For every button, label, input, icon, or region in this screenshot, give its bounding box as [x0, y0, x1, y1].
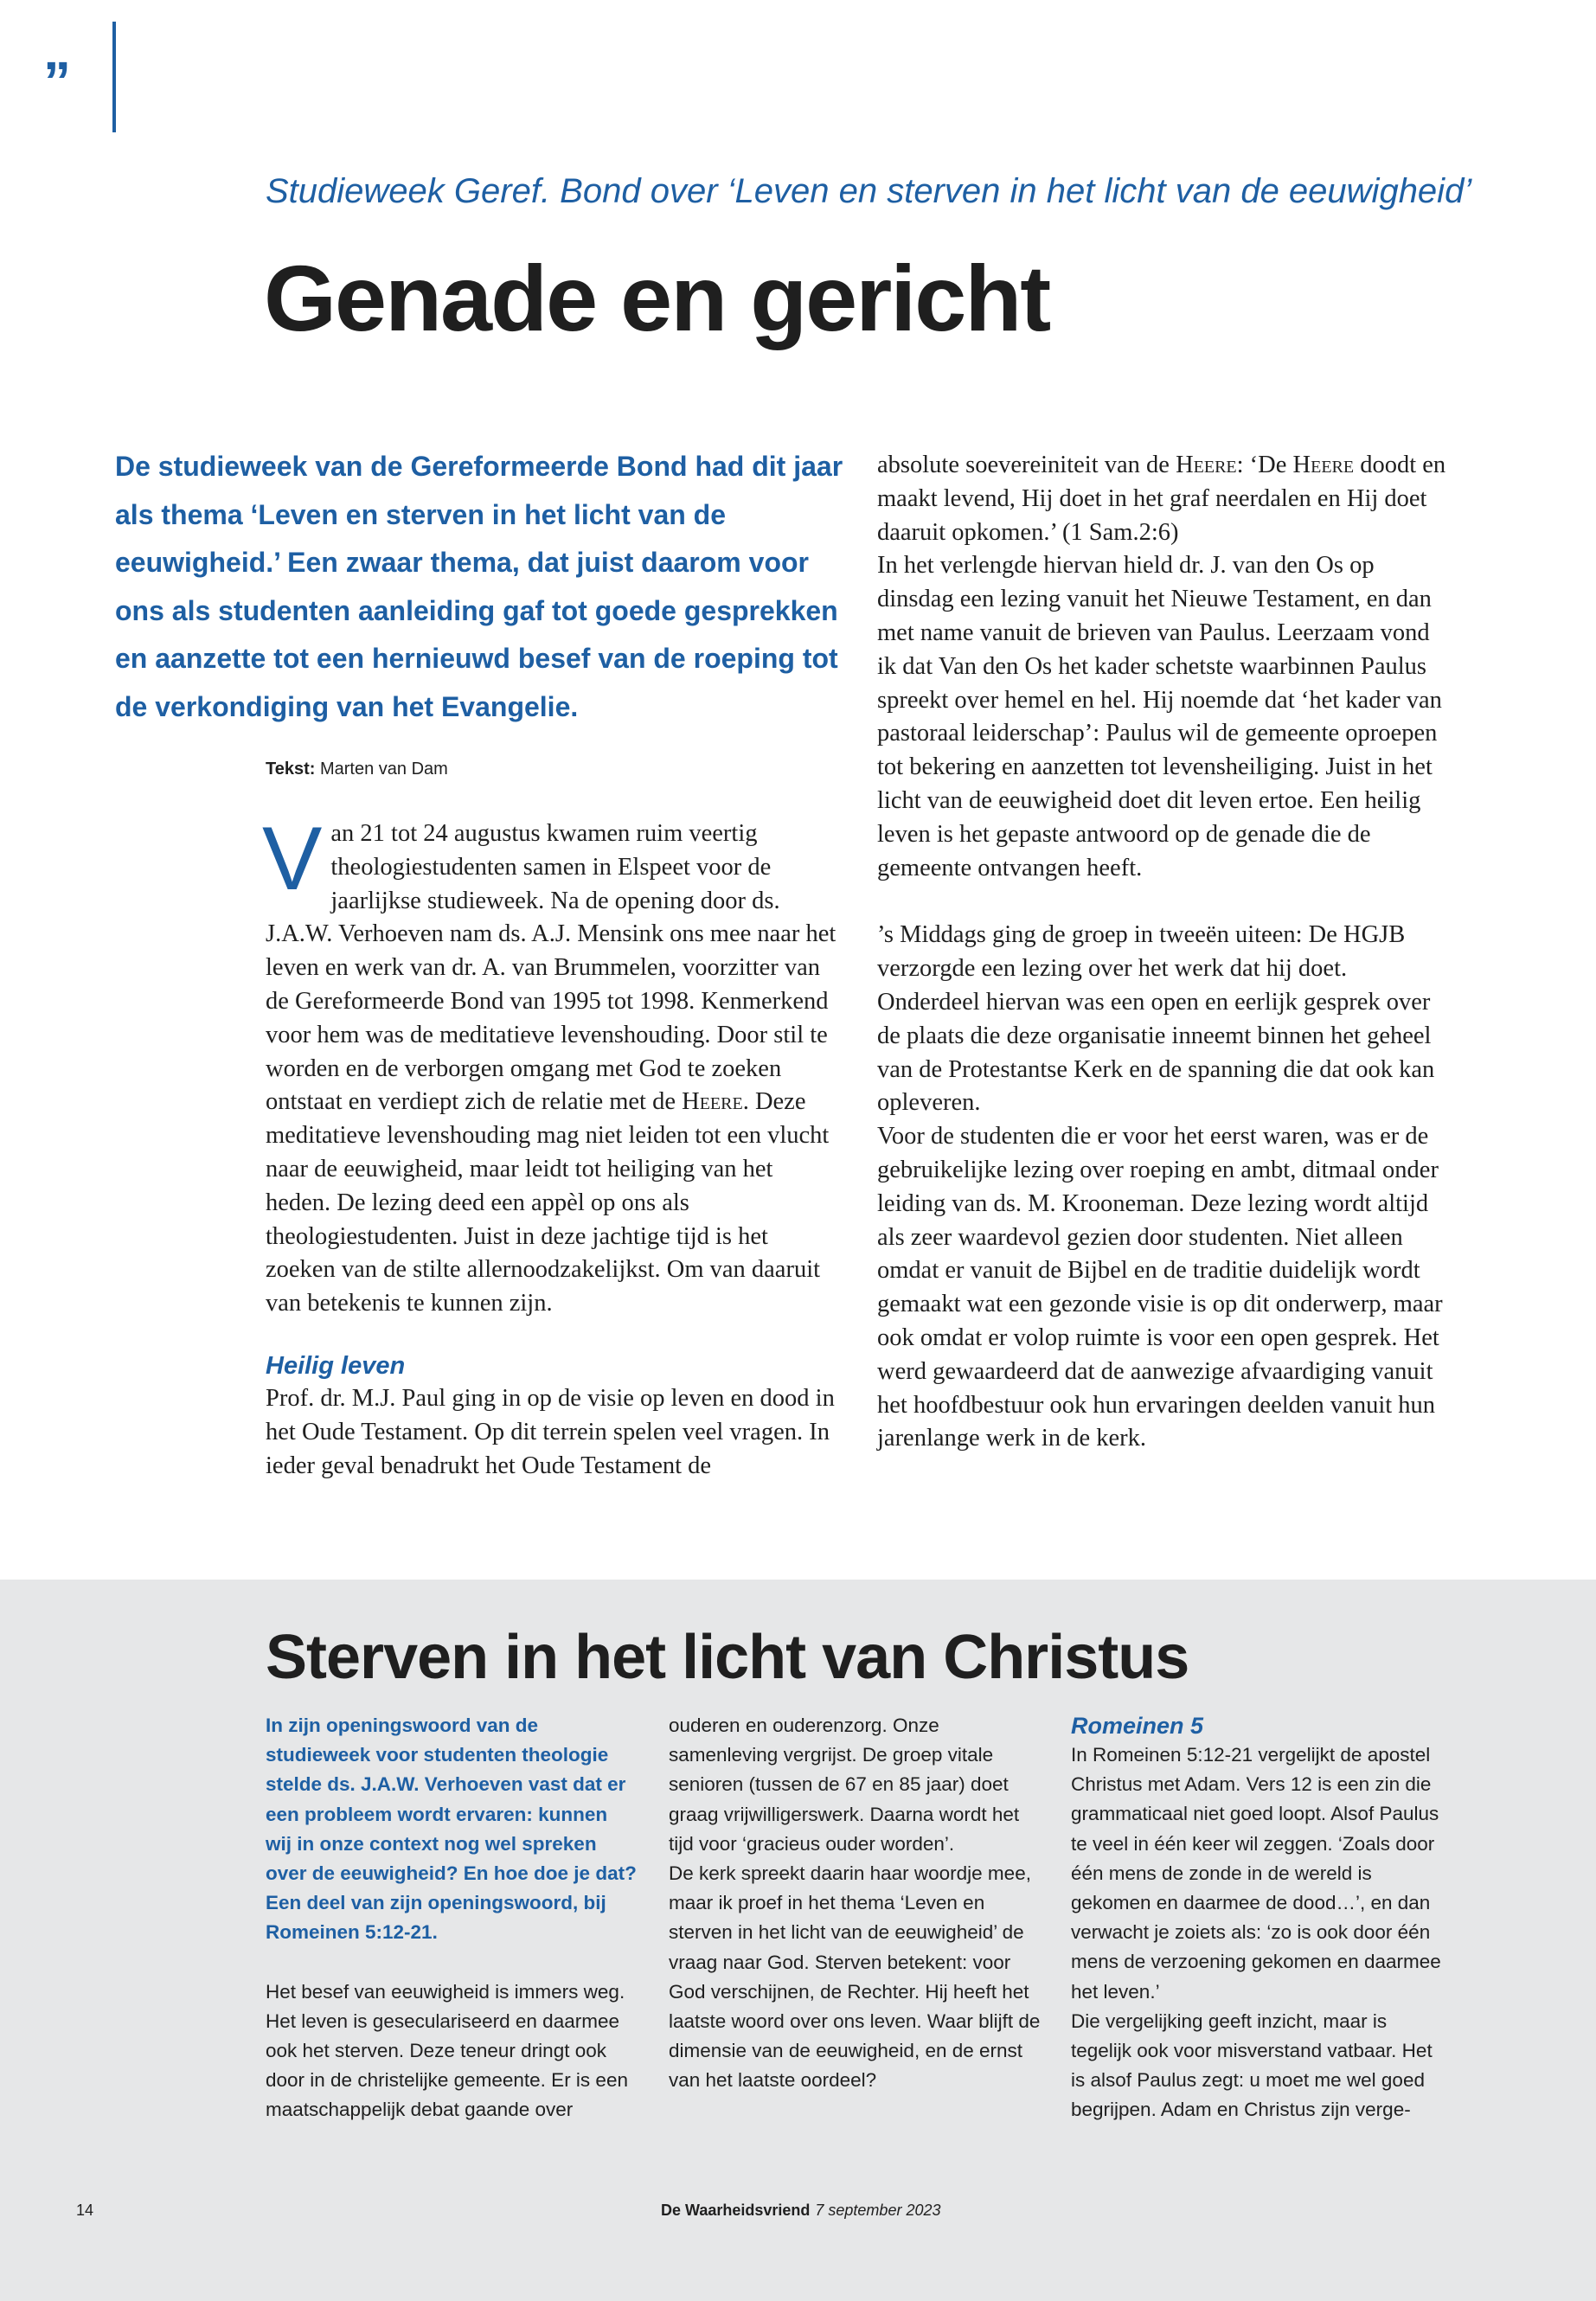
paragraph: Voor de studenten die er voor het eerst waren, was er de gebruikelijke lezing over roeping en ambt, ditmaal onder leiding van ds. M. Krooneman. Deze lezing wordt altijd als zeer waardevol gezien door studenten. Niet alleen omdat er vanuit de Bijbel en de traditie duidelijk wordt gemaakt wat een gezonde visie is op dit onderwerp, maar ook omdat er volop ruimte is voor een open gesprek. Het werd gewaardeerd dat de aanwezige afvaardiging vanuit het hoofdbestuur ook hun ervaringen deelden vanuit hun jarenlange werk in de kerk. — [877, 1123, 1443, 1452]
paragraph: Prof. dr. M.J. Paul ging in op de visie op leven en dood in het Oude Testament. Op dit terrein spelen veel vragen. In ieder geval benadrukt het Oude Testament de — [266, 1384, 835, 1479]
box-title: Sterven in het licht van Christus — [266, 1623, 1189, 1692]
paragraph: absolute soevereiniteit van de Heere: ‘De Heere doodt en maakt levend, Hij doet in het graf neerdalen en Hij doet daaruit opkomen.’ (1 Sam.2:6) — [877, 452, 1446, 546]
vertical-rule — [112, 22, 116, 132]
subheading-romeinen-5: Romeinen 5 — [1071, 1713, 1204, 1739]
byline — [266, 757, 448, 781]
page-number: 14 — [76, 2202, 94, 2219]
paragraph: In het verlengde hiervan hield dr. J. van den Os op dinsdag een lezing vanuit het Nieuwe Testament, en dan met name vanuit de brieven van Paulus. Leerzaam vond ik dat Van den Os het kader schetste waarbinnen Paulus spreekt over hemel en hel. Hij noemde dat ‘het kader van pastoraal leiderschap’: Paulus wil de gemeente oproepen tot bekering en aanzetten tot levensheiliging. Juist in het licht van de eeuwigheid doet dit leven ertoe. Een heilig leven is het gepaste antwoord op de genade die de gemeente ontvangen heeft. — [877, 552, 1442, 881]
box-lead: In zijn openingswoord van de studieweek voor studenten theologie stelde ds. J.A.W. Verhoeven vast dat er een probleem wordt ervaren: kunnen wij in onze context nog wel spreken over de eeuwigheid? En hoe doe je dat? Een deel van zijn openingswoord, bij Romeinen 5:12-21. — [266, 1715, 637, 1944]
article-intro: De studieweek van de Gereformeerde Bond had dit jaar als thema ‘Leven en sterven in het licht van de eeuwigheid.’ Een zwaar thema, dat juist daarom voor ons als studenten aanleiding gaf tot goede gesprekken en aanzette tot een hernieuwd besef van de roeping tot de verkondiging van het Evangelie. — [115, 451, 843, 722]
paragraph: De kerk spreekt daarin haar woordje mee, maar ik proef in het thema ‘Leven en sterven in het licht van de eeuwigheid’ de vraag naar God. Sterven betekent: voor God verschijnen, de Rechter. Hij heeft het laatste woord over ons leven. Waar blijft de dimensie van de eeuwigheid, en de ernst van het laatste oordeel? — [669, 1862, 1041, 2092]
article-column-1 — [262, 809, 836, 1483]
byline-label: Tekst: — [266, 760, 316, 779]
subheading-heilig-leven: Heilig leven — [266, 1351, 406, 1380]
quote-mark-icon: ” — [43, 50, 71, 112]
box-column-1 — [266, 1711, 638, 2125]
box-column-3 — [1071, 1711, 1443, 2125]
magazine-footer — [661, 2202, 941, 2220]
magazine-name: De Waarheidsvriend — [661, 2202, 811, 2219]
drop-cap: V — [262, 809, 323, 909]
article-kicker: Studieweek Geref. Bond over ‘Leven en sterven in het licht van de eeuwigheid’ — [266, 172, 1472, 210]
paragraph: Van 21 tot 24 augustus kwamen ruim veertig theologiestudenten samen in Elspeet voor de jaarlijkse studieweek. Na de opening door ds. J.A.W. Verhoeven nam ds. A.J. Mensink ons mee naar het leven en werk van dr. A. van Brummelen, voorzitter van de Gereformeerde Bond van 1995 tot 1998. Kenmerkend voor hem was de meditatieve levenshouding. Door stil te worden en de verborgen omgang met God te zoeken ontstaat en verdiept zich de relatie met de Heere. Deze meditatieve levenshouding mag niet leiden tot een vlucht naar de eeuwigheid, maar leidt tot heiliging van het heden. De lezing deed een appèl op ons als theologiestudenten. Juist in deze jachtige tijd is het zoeken van de stilte allernoodzakelijkst. Om van daaruit van betekenis te kunnen zijn. — [262, 809, 836, 1317]
paragraph: In Romeinen 5:12-21 vergelijkt de apostel Christus met Adam. Vers 12 is een zin die grammaticaal niet goed loopt. Alsof Paulus te veel in één keer wil zeggen. ‘Zoals door één mens de zonde in de wereld is gekomen en daarmee de dood…’, en dan verwacht je zoiets als: ‘zo is ook door één mens de verzoening gekomen en daarmee het leven.’ — [1071, 1744, 1441, 2003]
paragraph: ouderen en ouderenzorg. Onze samenleving vergrijst. De groep vitale senioren (tussen de 67 en 85 jaar) doet graag vrijwilligerswerk. Daarna wordt het tijd voor ‘gracieus ouder worden’. — [669, 1715, 1020, 1855]
box-column-2 — [669, 1711, 1041, 2096]
byline-author: Marten van Dam — [319, 760, 448, 779]
issue-date: 7 september 2023 — [815, 2202, 941, 2219]
paragraph: ’s Middags ging de groep in tweeën uiteen: De HGJB verzorgde een lezing over het werk dat hij doet. Onderdeel hiervan was een open en eerlijk gesprek over de plaats die deze organisatie inneemt binnen het geheel van de Protestantse Kerk en de spanning die dat ook kan opleveren. — [877, 921, 1435, 1117]
article-title: Genade en gericht — [264, 246, 1050, 350]
article-column-2 — [877, 449, 1448, 1456]
paragraph: Het besef van eeuwigheid is immers weg. Het leven is geseculariseerd en daarmee ook het sterven. Deze teneur dringt ook door in de christelijke gemeente. Er is een maatschappelijk debat gaande over — [266, 1980, 628, 2121]
paragraph: Die vergelijking geeft inzicht, maar is tegelijk ook voor misverstand vatbaar. Het is alsof Paulus zegt: u moet me wel goed begrijpen. Adam en Christus zijn verge- — [1071, 2009, 1433, 2121]
